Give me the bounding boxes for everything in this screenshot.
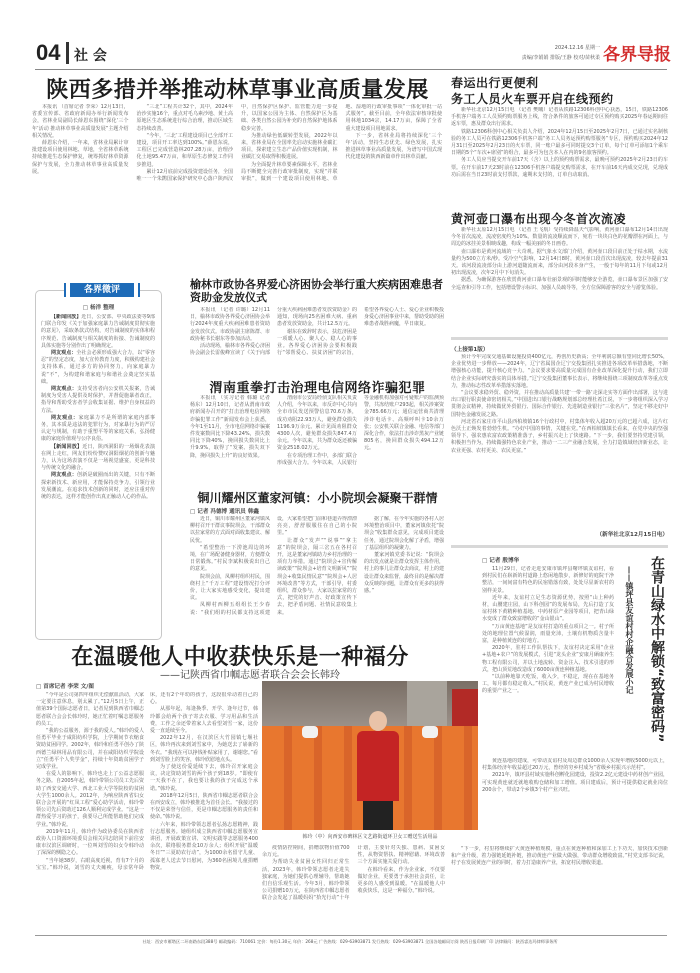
paragraph: 活动现场，榆林市各界爱心济困协会副会长雷俊峰宣读了《关于向部分重大疾病困难患者发放资助金》的通知，现场向25名困难大病、重病患者发放资助金，共计12.5万元。 xyxy=(190,307,358,357)
paragraph: 黄连基地的建成，可带动友谊村及周边群众1000余人实现年增收5000元以上，村集体经济年收益超过20万元，曾经的穷乡村成为“省级乡村振兴示范村”。 xyxy=(482,758,668,772)
paragraph: 疫情防控期间，捐赠款物价值700余万元。 xyxy=(262,845,350,859)
paragraph-text: 全社会必须形成强大合力，以“零容忍”的坚定态度，加大宣传教育力度，积极构建社会支持体系，通过多方的协同努力，向家庭暴力说“不”，为构建和谐家庭与和谐社会奠定坚实基础。 xyxy=(41,350,155,385)
paragraph: “会议要求稳外贸、稳外资，并在推动高质量共建‘一带一路’走深走实等方面作出部署，这与进出口银行职责使命密切相关。”中国进出口银行战略规划部总经理杜希江说，下一步将组织深入学习贯彻会议精神，持续做优外贸银行、国际合作银行、先进制造业银行“三张名片”，坚定不移走好中国特色金融发展之路。 xyxy=(451,390,668,418)
paragraph: “当年她38岁，右眼高度近视，育有7个月的宝宝。”韩玲说，刘雪的丈夫瘫痪，母亲常年卧床，还有2个年幼的孩子，这段很牵动着自己的心。 xyxy=(36,692,258,871)
continued-source: （新华社北京12月15日电） xyxy=(596,532,668,538)
feature-body-b xyxy=(262,845,445,931)
paragraph: 河北省石家庄市平山县西柏坡镇16个行政村中，村集体年收入超20万元的已超六成，这片红色沃土正焕发着勃勃生机。“办好中国的事情，关键在党。”在西柏坡镇镇长看来，在党中央的坚强领导下，强农惠农富农政策精准落子，乡村振兴走上了快速路。“下一步，我们要坚持党建引领，积极担当作为，持续做强特色农业产业，推动一二三产业融合发展，全力打造镇域经济新业态，让农业更强、农村更美、农民更富。” xyxy=(451,418,668,454)
editor-credits: 责编/李娟娟 排版/王静 校对/苗秋柔 xyxy=(521,55,600,61)
feature-photo xyxy=(262,681,478,830)
feature-headline: 在温暖他人中收获快乐是一种福分 xyxy=(71,645,409,670)
paragraph: “希望整治一下涝池周边的环境，在广场配备健身器材，方便群众日常锻炼。”村民李斌积极说出自己的意见。 xyxy=(190,544,271,573)
spring-travel-headline-1: 春运出行更便利 xyxy=(451,76,539,90)
paragraph: “下一步，村里将继续扩大黄连种植规模，重点在黄连种植和深加工上下功夫，加快技术创新和产业升级，着力强链延链补链，推动黄连产业做大做强，带动群众增收致富。”村党支部书记说，村子在发展黄连产业的同时，着力打造康养产业，拓宽村民增收渠道。 xyxy=(451,846,668,867)
paragraph: 11月29日，记者走进安康市镇坪县曙坪镇友谊村，看到村民们在崭新的村道路上悠闲地散步，新修好的庭院干净整洁，一间间富有特色的民宿错落有致，处处尽显新农村的别样美景。 xyxy=(482,566,614,594)
paragraph: 累计12月底前完成投资建设任务，全国唯一一个朱鹮国家保护研究中心落户陕西汉中，自然保护区保护、监管能力进一步提升，以国家公园为主体、自然保护区为基础、各类自然公园为补充的自然保护地体系稳步完善。 xyxy=(136,104,338,183)
paragraph: 渭南市公安局经侦支队相关负责人介绍，今年以来，市反诈中心共向全市市民发送预警信息70.6万条，成功劝阻22.93万人，避免群众损失1196.9万余元。累计见面劝阻群众4300人次，避免群众损失847.4万余元。今年以来，共为群众返还被骗资金2518.02万元。 xyxy=(277,395,358,452)
paragraph: 在专项治理工作中，多部门联合形成强大合力。今年以来，人民银行等金融机构加强对可疑账户的监测预警，共冻结账户293起，相关涉案资金785.66万元；通信运营商共清理涉诈电话卡、高频呼叫卡10余万张；公安机关联合金融、电信等部门深化合作，依法打击涉诈黑灰产业链805名，挽回群众损失494.12万元。 xyxy=(277,395,444,466)
section-divider xyxy=(66,42,69,64)
paragraph-text: 近日，陕西洞阳的一场烟花表演在网上走红，网友们纷纷赞叹洞阳烟花的创新与魅力，认为这场表演不仅是一场视觉盛宴，更是科技与传统文化的融合。 xyxy=(41,443,155,472)
youyi-byline: □ 记者 殷博华 xyxy=(482,558,520,564)
youyi-vertical-title: 在青山绿水中解锁“致富密码” xyxy=(649,556,665,743)
paragraph-text: 支持受害者向公安机关报案，告诫制度为受害人提供及时保护，并督促施暴者改正，指导和帮助受害者学会收集证据、维护自身权益的方法。 xyxy=(41,386,155,414)
feature-body-a xyxy=(36,692,258,932)
section-title: 社 会 xyxy=(74,48,107,64)
issue-date: 2024.12.16 星期一 xyxy=(554,45,600,51)
paragraph: 下一步，省林业局将持续深化‘三个年’活动，坚持生态优先、绿色发展，扎实推进林草事业高质量发展，为谱写中国式现代化建设的陕西新篇章作出林草贡献。 xyxy=(345,132,442,161)
hukou-headline: 黄河壶口瀑布出现今冬首次流凌 xyxy=(451,212,627,226)
paragraph: 本报讯 （实习记者 韩璐 记者 杨东）12月10日，记者从渭南市政府新闻办召开的“打击治理电信网络诈骗犯罪工作”新闻发布会上获悉，今年1至11月，全市电信网络诈骗案件发案数同比下降43.24%，损失数同比下降40%，挽回损失数同比上升9.9%，取得了“发案、损失双下降，挽回损失上升”的良好效果。 xyxy=(190,395,270,459)
paragraph xyxy=(41,415,155,444)
paragraph: 2021年，镇坪县村域实施科创孵化园建设，投资2.2亿元建设中药材创产业园，可实现黄连就近就地收购仓储和加工增值。项目建成后，预计可提供稳定就业岗位200余个，带动2个乡镇3个村产业兴旺。 xyxy=(482,772,668,793)
paragraph-tag: 【新闻回放】 xyxy=(51,314,82,320)
paragraph: 新华社北京12月15日电 （记者 樊曦）记者从铁路12306科创中心获悉，15日，铁路12306手机客户端务工人员预约购票服务上线，符合条件的旅客可通过专区预约购买2025年春运期间往返车票，惠及群众出行需求。 xyxy=(451,107,668,128)
paragraph: 在爱人的影响下，韩玲也走上了公益志愿服务之路。自2005年起，韩玲带领公司员工先后资助了西安交通大学、西北工业大学等院校的贫困大学生1000余人。2012年，为响应陕西省妇女联合会开展的“红凤工程”爱心助学活动，韩玲带领公司先后资助过126人顺利完成学业。“这是一群热爱学习的孩子，我要尽己所能帮助他们完成学业。”韩玲说。 xyxy=(36,771,144,828)
paragraph: 为推动绿色低碳转型发展，2022年以来，省林业局在全国率先启动实施林业碳汇项目，探索建立生态产品价值实现机制，林业碳汇交易取得积极进展。 xyxy=(241,132,338,161)
paragraph: 据悉，为确保游客在欣赏黄河壶口瀑布壮丽景观的同时能够安全游览，壶口瀑布景区加强了安全巡查和引导工作，包括增设警示标识、加强人员疏导等，全方位保障游客的安全与游览体验。 xyxy=(451,277,668,291)
paragraph: 2018年12月5日，陕西省巾帼志愿者联合会在西安成立，韩玲被推选为首任会长。“我接过的不仅是荣誉与信任，更是巾帼志愿服务的责任和使命。”韩玲说。 xyxy=(150,792,258,821)
footer-info: 社址：西安市雁塔区二环南路东段388号 邮政编码：710061 定价：每份1.30元 年价：268元 广告热线：029-63903871 发行热线：029-63903871 全国各地邮局订阅 陕西日报印刷厂印 法律顾问：陕西睿达玛律师事务所 xyxy=(142,939,558,944)
youyi-vertical-subtitle: ——镇坪县友谊村村企融合发展小记 xyxy=(625,566,634,694)
photo-person-right xyxy=(422,726,438,738)
page-number: 04 xyxy=(36,40,61,65)
paragraph: “我的公益服务，源于我的爱人。”韩玲的爱人任勇平毕业于咸阳纺织学院，上学期间节衣缩食资助贫困同学。2002年，韩玲和任勇平创办了陕西德兰绿林用品有限公司，并在咸阳纺织学院设立“任勇平个人奖学金”，持续十年资助贫困学子完成学业。 xyxy=(36,728,144,771)
tongchuan-headline: 铜川耀州区董家河镇：小小院坝会凝聚干群情 xyxy=(197,491,438,505)
photo-banner xyxy=(452,689,478,729)
paragraph-tag: 【新闻回放】 xyxy=(51,443,83,450)
paragraph: 近年来，友谊村立足生态资源优势，按照“山上种药材，山腰建庄园，山下科创园”的发展布局，先后打造了友谊村林下黄精种植基地、中药材原产业园等项目，把青山绿水变成了群众致富增收的“金山银山”。 xyxy=(482,594,614,623)
section-divider xyxy=(451,545,668,548)
commentary-body xyxy=(41,314,155,634)
paragraph: 让群众“发声”“说事”“拿主意”的院坝会，隔三岔五在各村召开，这是董家河镇助力乡村治理的一项有力举措。通过“院坝会+宣传解读政策”“院坝会+培育文明新风”“院坝会+收集民情民意”“院坝会+人居环境改善”等方式，干部引导，村委组织，群众参与，大家以拉家常的方式，把党的好声音、好政策宣传下去，把矛盾问题、社情民意收集上来。 xyxy=(277,537,358,616)
paragraph: 铁路12306科创中心相关负责人介绍，2024年12月15日至2025年2月7日，已通过实名制核验的务工人员可在铁路12306手机客户端“务工人员务运预约购票服务”专区，预约购买2024年12月31日至2025年2月23日的火车票，同一账户最多可同时提交3个订单，每个订单可添加1个乘车日期的5个“车次+席别”的组合，最多可为包含本人在内的9名旅客预约。 xyxy=(451,128,668,157)
paragraph: 2020年，驻村工作队帮扶下，友谊村决定采用“企业+基地+农户”的发展模式，引进“龙头企业”安康月硒康养生物工程有限公司，并以土地流转、资金注入、技术引进的形式，把山顶荒地改造成了6000亩黄连种植基地。 xyxy=(482,645,614,673)
paragraph xyxy=(41,314,155,350)
youyi-body-c xyxy=(451,846,668,930)
paragraph: 为全面提升林草要素保障水平，省林业局不断健全完善行政审批制度，实现“并联审批”，做到一个建设项目使用林地、草地、湿地的行政审批事项“一体化审批一站式服务”。截至目前，全年依法审核审批使用林地1034宗，14.17万亩，保障了全省重大建设项目用地需求。 xyxy=(241,104,442,183)
tongchuan-byline: □ 记者 冯德博 通讯员 韩鑫 xyxy=(190,509,260,515)
paragraph: 在韩玲看来，作为企业家，不仅要做好企业，更要勇于承担社会责任，让更多的人感受到温暖。“在温暖他人中收获快乐，这是一种福分。”韩玲说。 xyxy=(357,866,445,895)
feature-subtitle: ——记陕西省巾帼志愿者联合会会长韩玲 xyxy=(160,670,340,681)
weinan-body xyxy=(190,395,444,483)
commentary-title: 各界微评 xyxy=(70,283,134,297)
main-headline: 陕西多措并举推动林草事业高质量发展 xyxy=(46,78,429,103)
paragraph: “以前种地靠天吃饭，收入少，不稳定，现在在基地务工，每月都有稳定收入。”村民说，黄连产业已成为村民增收的重要产业之一。 xyxy=(482,674,614,695)
tongchuan-body xyxy=(190,516,444,632)
footer-rule xyxy=(35,935,667,936)
paragraph: 壶口瀑布是黄河流域的一大奇观。据气象水文部门介绍，黄河壶口段目前正处于枯水期，水流量约为500立方米/秒。受冷空气影响，12月14日8时，黄河壶口段首次出现流凌，较去年提前31天。该河段流凌部分由上游河道随流而来，部分由河段本身产生，一般于每年的11月下旬或12月初出现流凌，次年2月中下旬消失。 xyxy=(451,248,668,277)
spring-travel-headline-2: 务工人员火车票开启在线预约 xyxy=(451,92,614,106)
section-divider xyxy=(451,337,668,340)
paragraph-text: 家庭暴力不是所谓的家庭内部事务，其本质是违法的犯罪行为，对家暴行为的严厉认定与规制，有助于重塑平等的家庭关系，弘扬健康的家庭价值观与公序良俗。 xyxy=(41,414,155,443)
paragraph-tag: 网友观点： xyxy=(51,472,78,479)
spring-travel-body xyxy=(451,107,668,205)
photo-person-left xyxy=(302,726,318,738)
yulin-headline: 榆林市政协各界爱心济困协会举行重大疾病困难患者资助金发放仪式 xyxy=(190,278,443,304)
masthead-logo: 各界导报 xyxy=(603,45,671,65)
paragraph: 务工人员应当提交开车前17天（含）以上的预约购票需求，最晚可预约2025年2月23日的车票。在开车前17天23时前在12306手机客户端提交购票需求，在开车前16天内成交兑现，兑现成功后需在当日23时前支付票款，逾期未支付的，订单自动取消。 xyxy=(451,157,668,178)
youyi-body-a xyxy=(482,566,614,752)
paragraph: 2022年12月，在汉滨区大竹园镇七堰社区，韩玲再次来到刘雪家中，为她送去了崭新的冬衣。“我现在可以挣钱补贴家用了，谢谢您。”看到刘雪脸上的笑容，韩玲欣慰地点头。 xyxy=(150,735,258,763)
paragraph: 薛恩东介绍，一年来，省林业局累计审批建设项目使用林地、草地，全省林草系统持续推进生态保护修复，统筹抓好林草资源保护与发展，全力推动林草事业高质量发展。 xyxy=(32,140,129,175)
paragraph xyxy=(41,472,155,501)
paragraph: “今年是公司第四年组织无偿献血活动，大家一定要注意休息，别太累了。”12月5日上午，正值第39个国际志愿者日，记者见到陕西省巾帼志愿者联合会会长韩玲时，她正忙着叮嘱志愿服务的员工。 xyxy=(36,692,144,727)
paragraph: “三北”工程共计32个，其中，2024年治沙实施16个，重点对毛乌素沙地、黄土高原地区生态系统进行综合治理，推动区域生态持续改善。 xyxy=(136,104,233,132)
photo-caption: 韩玲（中）向西安市碑林区文艺路街道环卫女工赠送生活用品 xyxy=(302,834,438,840)
commentary-byline: □ 杨洋 整理 xyxy=(82,305,115,311)
paragraph-tag: 网友观点： xyxy=(51,414,79,421)
paragraph: 据了解，在今年实施的各村人居环境整治项目中，董家河镇依托“院坝会”收集群众意见，完成项目建设任务，通过院坝会化解了矛盾，增强了基层组织的凝聚力。 xyxy=(364,516,444,551)
paragraph-text: 近日，公安部、中央政法委等9部门联合印发《关于加强家庭暴力告诫制度贯彻实施的意见》，采取条款式结构，对告诫制度的实体和程序规范、告诫制度与相关制度的衔接、告诫制度的具体实施等分别作出了明确规定。 xyxy=(41,314,155,349)
paragraph: 为了使这份爱延续下去，韩玲召开家庭会议，决定资助刘雪的两个孩子到18岁。“即使有一天我不在了，我也要让我的孩子完成这个承诺。”韩玲说。 xyxy=(150,764,258,792)
paragraph xyxy=(41,444,155,473)
yulin-body xyxy=(190,307,444,373)
youyi-body-b xyxy=(482,758,668,840)
weinan-headline: 渭南重拳打击治理电信网络诈骗犯罪 xyxy=(209,381,426,396)
paragraph: 凤柳村西柳五组组长王少春说：“我们组的村民都支持这项建设，大家希望把门前和巷道弄得漂漂亮亮，舒舒服服住在自己的小院里。” xyxy=(190,516,358,616)
paragraph: “万亩黄连基地”是友谊村打造的重点项目之一。村子所处的地理位置气候湿润，雨量充沛，土壤有机物质含量丰富，是种植黄连的好地方。 xyxy=(482,623,614,645)
paragraph: 2019年11月，韩玲作为政协委员在陕西省政协人口资源环境委员会相关同志陪同下前往安康市汉滨区调研时，一位叫刘雪的妇女令韩玲动了深深的恻隐之心。 xyxy=(36,828,144,857)
paragraph-text: 创新是破圈而出的关键，只有不断探索新技术、新应用，才能保持竞争力，引领行业发展潮流。在追求技术创新的同时，还应注重对传统的表达，这样才能创作出真正触动人心的作品。 xyxy=(41,472,155,501)
continued-body xyxy=(451,354,668,526)
paragraph-tag: 网友观点： xyxy=(51,386,78,393)
photo-person-center xyxy=(357,711,399,830)
paragraph: 董家河镇党委书记说：“院坝会的出发点就是让群众发挥主体作用，村上的事儿让群众去商议，村上的建设让群众来监督，最终目的是解决群众反映的问题，让群众有更多的获得感。” xyxy=(364,552,444,595)
paragraph: 新华社太原12月15日电 （记者 王飞航）受持续降温天气影响，黄河壶口瀑布12月14日出现今冬首次流凌，流凌密度约为10%。数量的流凌顺流而下，宛若一块块白色的花瓣漂在河面上，与周边的冰挂美景相映成趣，构成一幅美丽的冬日画卷。 xyxy=(451,227,668,248)
paragraph: 谢东在致辞时表示，扶危济困是一项暖人心、聚人心、稳人心的事业。各界爱心济困协会要积极践行“邻帮爱心、扶贫济困”的宗旨，希望各界爱心人士、爱心企业积极投身爱心济困事业中来，帮助受助的困难患者战胜病魔，早日康复。 xyxy=(277,307,444,357)
paragraph: 从那年起，每逢换季、开学、逢年过节，韩玲都会给两个孩子寄去衣服、学习用品和生活费，工作之余还带着家人去看望刘雪一家，这份爱一直延续至今。 xyxy=(150,706,258,735)
paragraph xyxy=(41,386,155,415)
paragraph: “今年，‘三北’工程建设项目已全部开工建设，项目开工率达到100%。”薛恩东说，工程区已完成营造林207.28万亩，治理沙化土地95.47万亩，和草原生态修复工作同步推进。 xyxy=(136,132,233,168)
paragraph: 院坝会前，凤柳村组织村民，围绕村上“千万工程”建设情况打分评价，让大家实地感受变化，提出建议。 xyxy=(190,573,271,602)
paragraph: 本报讯 （记者 许璐）12月11日，榆林市政协各界爱心济困协会举行2024年度重大疾病困难患者资助金发放仪式。市政协副主席陈群、市政协秘书长谢东等参加活动。 xyxy=(190,307,271,342)
paragraph-tag: 网友观点： xyxy=(51,350,77,357)
main-article-body xyxy=(32,104,442,270)
paragraph: 近日，铜川市耀州区董家河镇凤柳村召开干群议事院坝会，干部群众以拉家常的方式面对面收集建议、解民忧。 xyxy=(190,516,271,544)
paragraph: 本报讯 （首席记者 李荣）12月13日，省委宣传部、省政府新闻办举行新闻发布会，省林业局副局长薛恩东围绕“深化‘三个年’活动 推动林草事业高质量发展”主题介绍相关情况。 xyxy=(32,104,129,139)
hukou-body xyxy=(451,227,668,333)
paragraph: 六年来，韩玲带领志愿者弘扬志愿精神，践行志愿服务。她组织成立陕西省巾帼志愿服务宣讲团，开展政策宣讲、文明实践等志愿服务400余次，联络服务群众10万余人；组织开展“温暖冬日”“三夏助农行动”，为1000余名留守儿童、孤寡老人送去节日慰问，为360名困境儿童捐赠物资。 xyxy=(150,821,258,871)
paragraph xyxy=(41,350,155,386)
header-rule xyxy=(35,69,667,70)
paragraph: 为帮助失业贫困女性回归正常生活，2023年，韩玲带领志愿者走进失独家庭，为她们提供心理辅导，帮助她们自信乐观生活。今年3月，韩玲带领公司捐赠10万元，在陕西省巾帼志愿者联合会发起了温暖妈妈“拾光行动”十年计划，主要针对失独、患病、贫困女性，从物资帮扶、精神慰藉、环境改善三个方面实施关爱行动。 xyxy=(262,845,445,902)
feature-byline: □ 首席记者 李荣 文/图 xyxy=(36,684,94,690)
paragraph: 预计今年完成交通基础设施投资400亿元，再创历史新高；全年利润总额有望同比增长50%，企业优势进一步释放——2024年，辽宁省属国企辽宁交投集团扎实推进各项改革举措落地，不断增强核心功能，提升核心竞争力。“会议要求要高质量完成国有企业改革深化提升行动，我们立即结合企业实际研究落实的具体举措。”辽宁交投集团董事长表示，将继续围绕三项制度改革等重点发力，推动标志性改革举措落实落地。 xyxy=(451,354,668,389)
continued-label: （上接第1版） xyxy=(451,347,489,353)
